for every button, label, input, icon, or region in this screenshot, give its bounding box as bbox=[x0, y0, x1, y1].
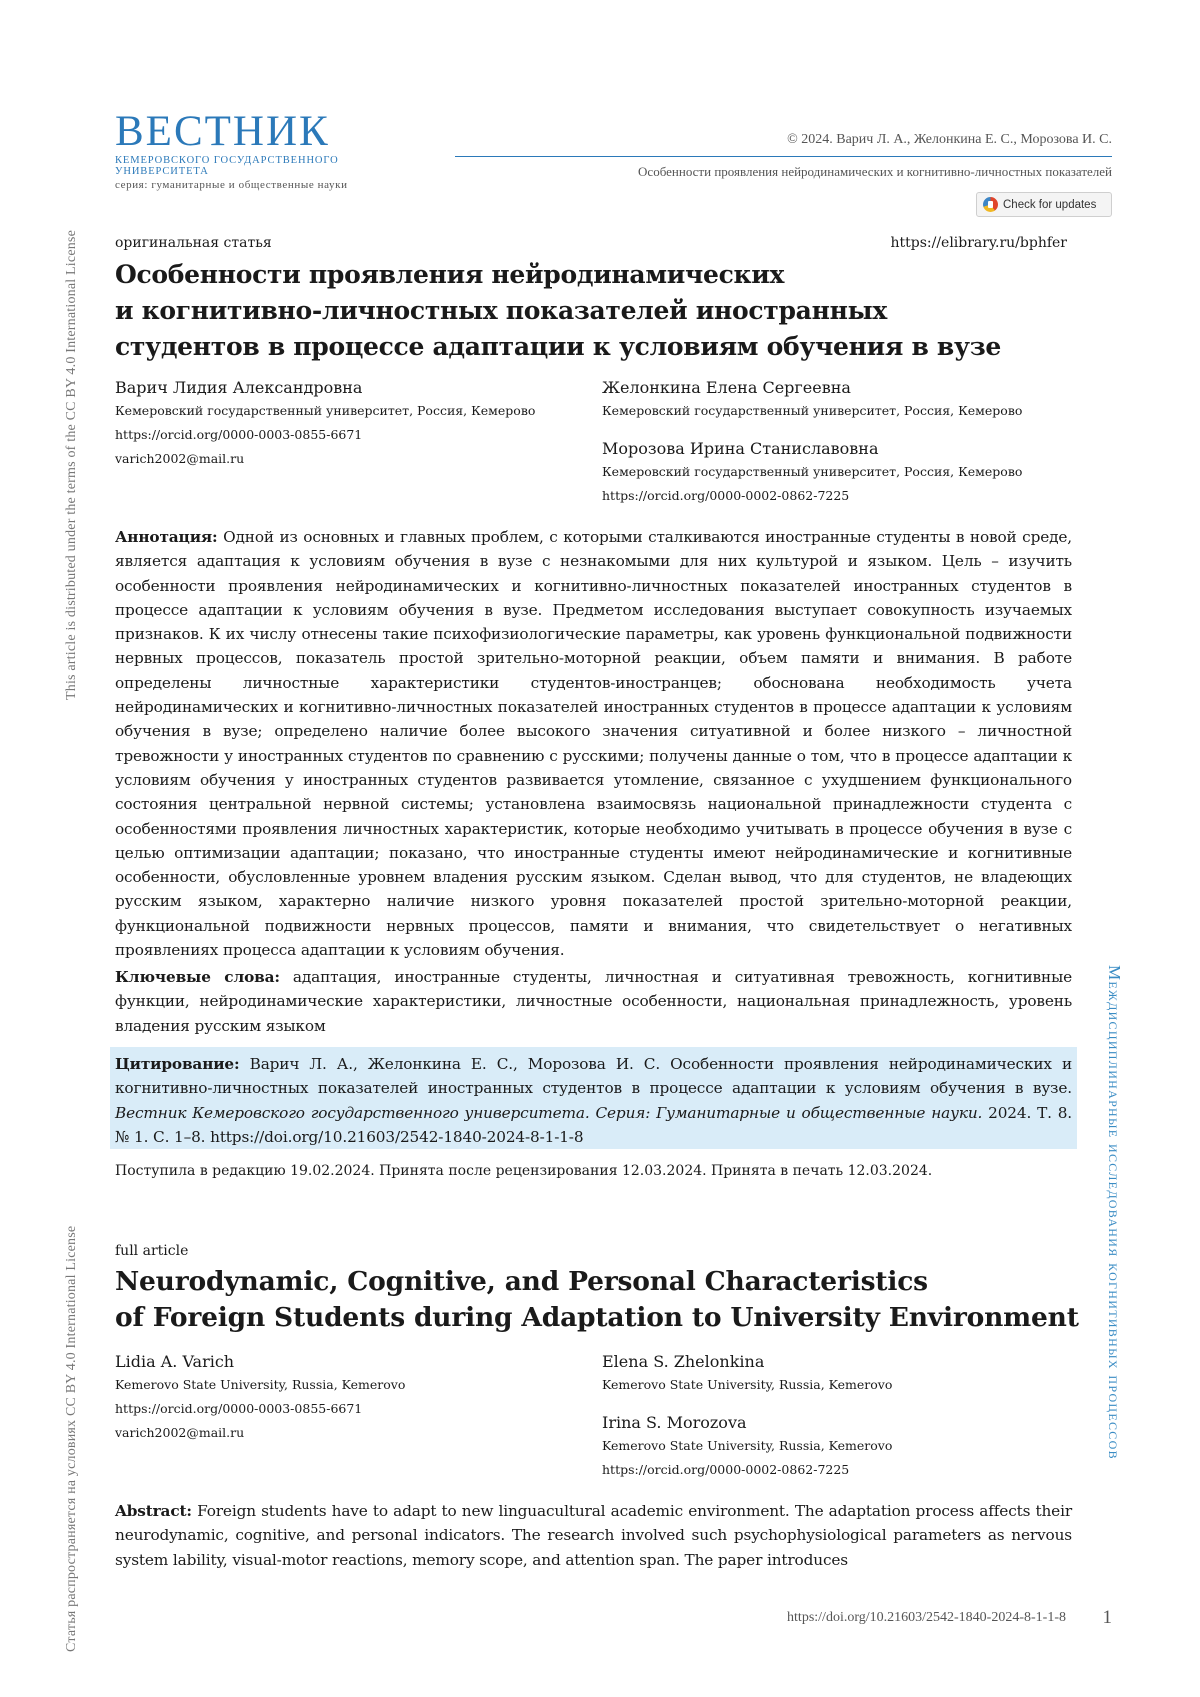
citation-authors-title: Варич Л. А., Желонкина Е. С., Морозова И. С. Особенности проявления нейродинамических и когнитивно-личностных показателей иностранных студентов в процессе адаптации к условиям обучения в вузе. bbox=[115, 1055, 1072, 1098]
journal-series: серия: гуманитарные и общественные науки bbox=[115, 179, 348, 191]
title-ru-line: Особенности проявления нейродинамических bbox=[115, 260, 785, 289]
abstract-label-ru: Аннотация: bbox=[115, 528, 218, 546]
abstract-ru bbox=[115, 525, 1072, 962]
author-block-en-3 bbox=[602, 1413, 1082, 1482]
check-for-updates-label: Check for updates bbox=[1003, 198, 1097, 211]
section-label: Междисциплинарные исследования когнитивных процессов bbox=[1105, 965, 1124, 1460]
title-en-line: of Foreign Students during Adaptation to University Environment bbox=[115, 1302, 1079, 1333]
journal-logo[interactable] bbox=[115, 110, 435, 191]
author-name: Желонкина Елена Сергеевна bbox=[602, 378, 851, 397]
author-orcid[interactable]: https://orcid.org/0000-0002-0862-7225 bbox=[602, 1462, 850, 1477]
license-note-ru: Статья распространяется на условиях CC BY 4.0 International License bbox=[64, 1225, 79, 1652]
article-dates: Поступила в редакцию 19.02.2024. Принята после рецензирования 12.03.2024. Принята в печать 12.03.2024. bbox=[115, 1163, 933, 1179]
author-email[interactable]: varich2002@mail.ru bbox=[115, 451, 245, 466]
author-block-ru-1 bbox=[115, 378, 595, 471]
abstract-text-ru: Одной из основных и главных проблем, с которыми сталкиваются иностранные студенты в новой среде, является адаптация к условиям обучения в вузе с незнакомыми для них культурой и языком. Цель – изучить особенности проявления нейродинамических и когнитивно-личностных показателей иностранных студентов в процессе адаптации к условиям обучения в вузе. Предметом исследования выступает совокупность изучаемых признаков. К их числу отнесены такие психофизиологические параметры, как уровень функциональной подвижности нервных процессов, показатель простой зрительно-моторной реакции, объем памяти и внимания. В работе определены личностные характеристики студентов-иностранцев; обоснована необходимость учета нейродинамических и когнитивно-личностных показателей иностранных студентов в процессе адаптации к условиям обучения в вузе; определено наличие более высокого значения ситуативной и более низкого – личностной тревожности у иностранных студентов по сравнению с русскими; получены данные о том, что в процессе адаптации к условиям обучения у иностранных студентов развивается утомление, связанное с ухудшением функционального состояния центральной нервной системы; установлена взаимосвязь национальной принадлежности студента с особенностями проявления личностных характеристик, которые необходимо учитывать в процессе обучения в вузе с целью оптимизации адаптации; показано, что иностранные студенты имеют нейродинамические и когнитивные особенности, обусловленные уровнем владения русским языком. Сделан вывод, что для студентов, не владеющих русским языком, характерно наличие низкого уровня показателей простой зрительно-моторной реакции, функциональной подвижности нервных процессов, памяти и внимания, что свидетельствует о негативных проявлениях процесса адаптации к условиям обучения. bbox=[115, 528, 1072, 960]
citation-text bbox=[110, 1047, 1077, 1149]
author-affiliation: Кемеровский государственный университет, Россия, Кемерово bbox=[602, 403, 1023, 418]
citation-box bbox=[110, 1047, 1077, 1149]
abstract-text-en: Foreign students have to adapt to new linguacultural academic environment. The adaptation process affects their neurodynamic, cognitive, and personal indicators. The research involved such psychophysiological parameters as nervous system lability, visual-motor reactions, memory scope, and attention span. The paper introduces bbox=[115, 1502, 1072, 1569]
citation-journal: Вестник Кемеровского государственного университета. Серия: Гуманитарные и общественные науки. bbox=[115, 1103, 983, 1122]
copyright: © 2024. Варич Л. А., Желонкина Е. С., Морозова И. С. bbox=[787, 132, 1112, 147]
author-name: Lidia A. Varich bbox=[115, 1352, 235, 1371]
author-name: Elena S. Zhelonkina bbox=[602, 1352, 765, 1371]
author-affiliation: Kemerovo State University, Russia, Kemerovo bbox=[602, 1377, 893, 1392]
author-affiliation: Кемеровский государственный университет, Россия, Кемерово bbox=[602, 464, 1023, 479]
author-block-en-2 bbox=[602, 1352, 1082, 1397]
journal-logo-title: ВЕСТНИК bbox=[115, 108, 330, 155]
citation-doi[interactable]: 2024. Т. 8. № 1. С. 1–8. https://doi.org/10.21603/2542-1840-2024-8-1-1-8 bbox=[115, 1103, 1073, 1146]
journal-logo-subtitle: КЕМЕРОВСКОГО ГОСУДАРСТВЕННОГО УНИВЕРСИТЕТА bbox=[115, 155, 339, 177]
header-rule bbox=[455, 156, 1112, 157]
author-block-en-1 bbox=[115, 1352, 595, 1445]
keywords-text-ru: адаптация, иностранные студенты, личностная и ситуативная тревожность, когнитивные функции, нейродинамические характеристики, личностные особенности, национальная принадлежность, уровень владения русским языком bbox=[115, 968, 1072, 1035]
author-affiliation: Кемеровский государственный университет, Россия, Кемерово bbox=[115, 403, 536, 418]
title-ru-line: студентов в процессе адаптации к условиям обучения в вузе bbox=[115, 332, 1001, 361]
running-title: Особенности проявления нейродинамических и когнитивно-личностных показателей bbox=[638, 164, 1112, 179]
author-orcid[interactable]: https://orcid.org/0000-0003-0855-6671 bbox=[115, 427, 363, 442]
citation-label: Цитирование: bbox=[115, 1055, 240, 1073]
license-note-en: This article is distributed under the terms of the CC BY 4.0 International License bbox=[64, 230, 79, 700]
author-block-ru-3 bbox=[602, 439, 1082, 508]
footer-doi[interactable]: https://doi.org/10.21603/2542-1840-2024-8-1-1-8 bbox=[787, 1610, 1066, 1625]
article-title-ru bbox=[115, 257, 1075, 365]
author-affiliation: Kemerovo State University, Russia, Kemerovo bbox=[115, 1377, 406, 1392]
abstract-en bbox=[115, 1499, 1072, 1572]
crossmark-icon bbox=[983, 197, 998, 212]
author-block-ru-2 bbox=[602, 378, 1082, 423]
author-orcid[interactable]: https://orcid.org/0000-0002-0862-7225 bbox=[602, 488, 850, 503]
article-type-en: full article bbox=[115, 1243, 189, 1259]
abstract-label-en: Abstract: bbox=[115, 1502, 192, 1520]
page-number: 1 bbox=[1102, 1607, 1112, 1628]
title-en-line: Neurodynamic, Cognitive, and Personal Characteristics bbox=[115, 1266, 928, 1297]
author-name: Морозова Ирина Станиславовна bbox=[602, 439, 879, 458]
elibrary-link[interactable]: https://elibrary.ru/bphfer bbox=[890, 235, 1067, 251]
article-type-ru: оригинальная статья bbox=[115, 235, 272, 251]
title-ru-line: и когнитивно-личностных показателей иностранных bbox=[115, 296, 887, 325]
author-orcid[interactable]: https://orcid.org/0000-0003-0855-6671 bbox=[115, 1401, 363, 1416]
check-for-updates-button[interactable] bbox=[976, 192, 1112, 217]
author-name: Варич Лидия Александровна bbox=[115, 378, 363, 397]
keywords-ru bbox=[115, 965, 1072, 1038]
article-title-en bbox=[115, 1264, 1085, 1336]
keywords-label-ru: Ключевые слова: bbox=[115, 968, 280, 986]
author-email[interactable]: varich2002@mail.ru bbox=[115, 1425, 245, 1440]
author-affiliation: Kemerovo State University, Russia, Kemerovo bbox=[602, 1438, 893, 1453]
author-name: Irina S. Morozova bbox=[602, 1413, 747, 1432]
